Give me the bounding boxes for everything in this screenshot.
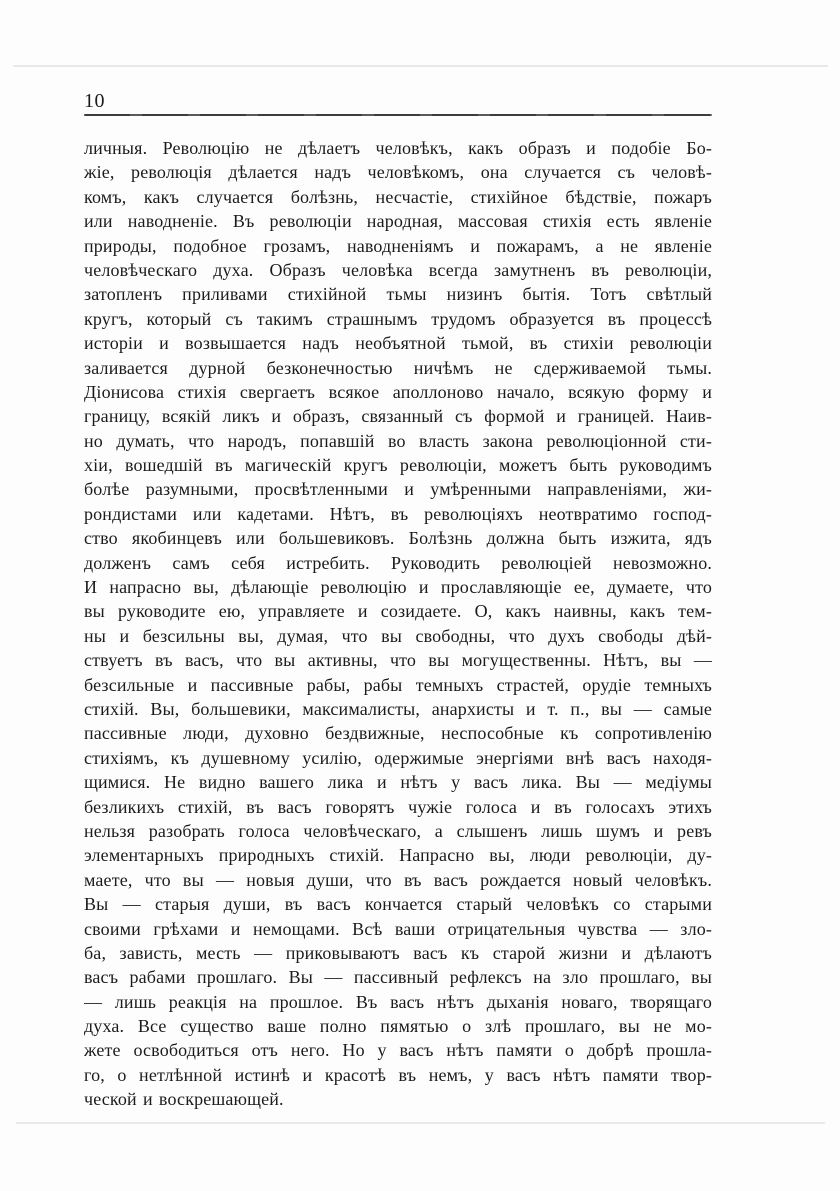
- text-line: нельзя разобрать голоса человѣческаго, а слышенъ лишь шумъ и ревъ: [84, 820, 712, 841]
- text-line: ческой и воскрешающей.: [84, 1089, 284, 1110]
- body-text-block: [84, 136, 712, 1112]
- text-line: своими грѣхами и немощами. Всѣ ваши отрицательныя чувства — зло-: [84, 918, 712, 939]
- text-line: затопленъ приливами стихійной тьмы низинъ бытія. Тотъ свѣтлый: [84, 284, 712, 305]
- text-line: маете, что вы — новыя души, что въ васъ рождается новый человѣкъ.: [84, 869, 712, 890]
- text-line: ба, зависть, месть — приковываютъ васъ къ старой жизни и дѣлаютъ: [84, 942, 712, 963]
- text-line: вы руководите ею, управляете и созидаете. О, какъ наивны, какъ тем-: [84, 601, 712, 622]
- text-line: жіе, революція дѣлается надъ человѣкомъ, она случается съ человѣ-: [84, 162, 712, 183]
- text-line: кругъ, который съ такимъ страшнымъ трудомъ образуется въ процессѣ: [84, 308, 712, 329]
- text-line: безликихъ стихій, въ васъ говорятъ чужіе голоса и въ голосахъ этихъ: [84, 796, 712, 817]
- text-line: И напрасно вы, дѣлающіе революцію и прославляющіе ее, думаете, что: [84, 577, 712, 598]
- text-line: личныя. Революцію не дѣлаетъ человѣкъ, какъ образъ и подобіе Бо-: [84, 138, 712, 158]
- header-rule: [84, 114, 712, 116]
- text-line: человѣческаго духа. Образъ человѣка всегда замутненъ въ революціи,: [84, 259, 712, 280]
- text-line: рондистами или кадетами. Нѣтъ, въ революціяхъ неотвратимо господ-: [84, 503, 712, 524]
- text-line: васъ рабами прошлаго. Вы — пассивный рефлексъ на зло прошлаго, вы: [84, 967, 712, 988]
- text-line: исторіи и возвышается надъ необъятной тьмой, въ стихіи революціи: [84, 333, 712, 354]
- text-line: заливается дурной безконечностью ничѣмъ не сдерживаемой тьмы.: [84, 357, 712, 378]
- text-line: долженъ самъ себя истребить. Руководить революціей невозможно.: [84, 552, 712, 573]
- text-line: границу, всякій ликъ и образъ, связанный съ формой и границей. Наив-: [84, 406, 712, 427]
- text-line: — лишь реакція на прошлое. Въ васъ нѣтъ дыханія новаго, творящаго: [84, 991, 712, 1012]
- text-line: хіи, вошедшій въ магическій кругъ революціи, можетъ быть руководимъ: [84, 455, 712, 476]
- text-line: Вы — старыя души, въ васъ кончается старый человѣкъ со старыми: [84, 894, 712, 915]
- text-line: духа. Все существо ваше полно пямятью о злѣ прошлаго, вы не мо-: [84, 1016, 712, 1037]
- text-line: Діонисова стихія свергаетъ всякое аполлоново начало, всякую форму и: [84, 381, 712, 402]
- text-line: или наводненіе. Въ революціи народная, массовая стихія есть явленіе: [84, 211, 712, 232]
- text-line: болѣе разумными, просвѣтленными и умѣренными направленіями, жи-: [84, 479, 712, 500]
- text-line: безсильные и пассивные рабы, рабы темныхъ страстей, орудіе темныхъ: [84, 674, 712, 695]
- text-line: стихій. Вы, большевики, максималисты, анархисты и т. п., вы — самые: [84, 698, 712, 719]
- scan-edge-artifact-bottom: [16, 1122, 825, 1124]
- text-line: ствуетъ въ васъ, что вы активны, что вы могущественны. Нѣтъ, вы —: [84, 650, 712, 671]
- text-line: стихіямъ, къ душевному усилію, одержимые энергіями внѣ васъ находя-: [84, 747, 712, 768]
- text-line: щимися. Не видно вашего лика и нѣтъ у васъ лика. Вы — медіумы: [84, 772, 712, 793]
- text-line: элементарныхъ природныхъ стихій. Напрасно вы, люди революціи, ду-: [84, 845, 712, 866]
- text-line: жете освободиться отъ него. Но у васъ нѣтъ памяти о добрѣ прошла-: [84, 1040, 712, 1061]
- text-line: комъ, какъ случается болѣзнь, несчастіе, стихійное бѣдствіе, пожаръ: [84, 186, 712, 207]
- page-number: 10: [84, 90, 105, 112]
- scan-edge-artifact-top: [13, 65, 828, 67]
- text-line: ство якобинцевъ или большевиковъ. Болѣзнь должна быть изжита, ядъ: [84, 528, 712, 549]
- text-line: пассивные люди, духовно бездвижные, неспособные къ сопротивленію: [84, 723, 712, 744]
- text-line: но думать, что народъ, попавшій во власть закона революціонной сти-: [84, 430, 712, 451]
- text-line: го, о нетлѣнной истинѣ и красотѣ въ немъ, у васъ нѣтъ памяти твор-: [84, 1064, 712, 1085]
- text-line: природы, подобное грозамъ, наводненіямъ и пожарамъ, а не явленіе: [84, 235, 712, 256]
- text-line: ны и безсильны вы, думая, что вы свободны, что духъ свободы дѣй-: [84, 625, 712, 646]
